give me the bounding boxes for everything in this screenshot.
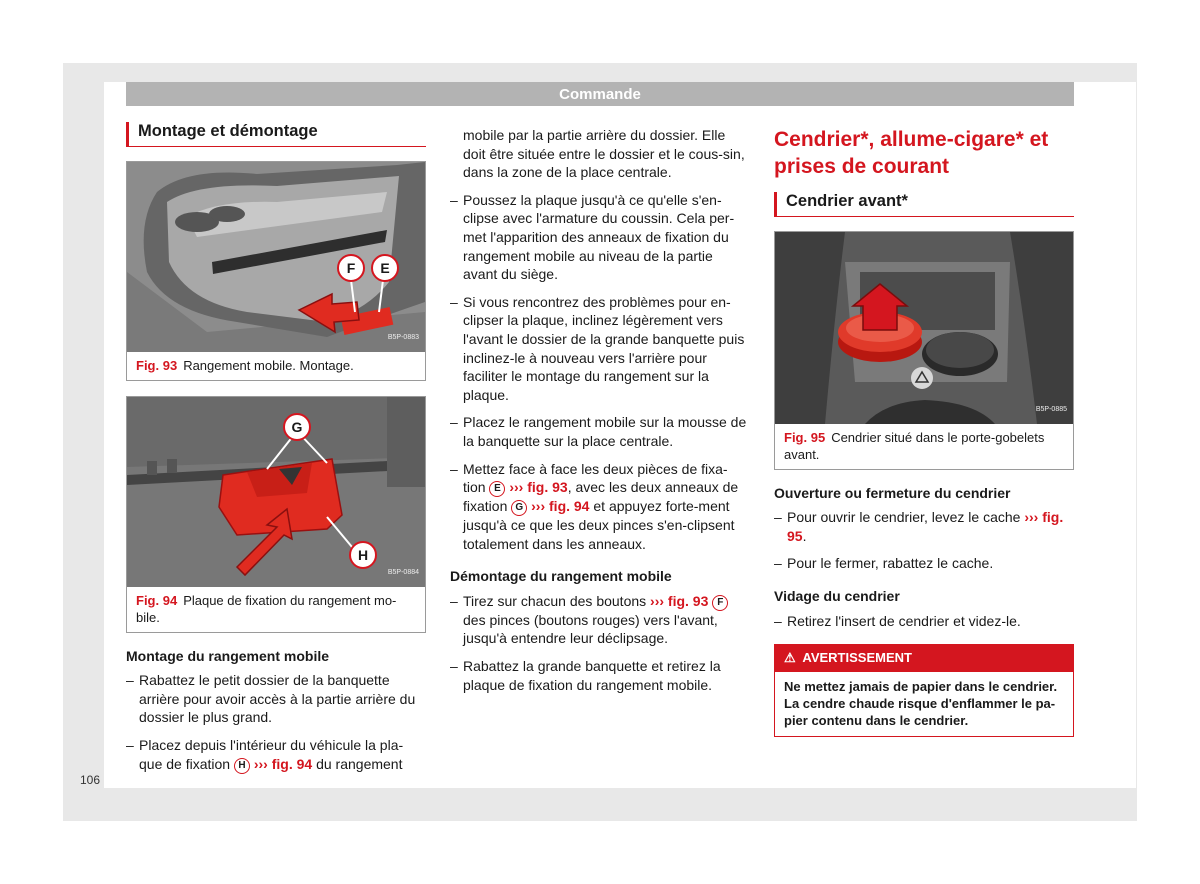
callout-h: H bbox=[357, 546, 369, 563]
subheading: Ouverture ou fermeture du cendrier bbox=[774, 484, 1011, 501]
caption-text: Rangement mobile. Montage. bbox=[183, 357, 354, 373]
section-title: Montage et démontage bbox=[126, 122, 426, 147]
callout-ref-f: F bbox=[712, 595, 728, 611]
warning-box bbox=[774, 644, 1074, 737]
column-2 bbox=[450, 126, 750, 703]
figure-code: B5P-0883 bbox=[387, 334, 419, 341]
figure-label: Fig. 93 bbox=[136, 357, 178, 373]
figure-caption bbox=[127, 352, 425, 380]
callout-f: F bbox=[346, 259, 356, 276]
list-item: – Poussez la plaque jusqu'à ce qu'elle s'en-clipse avec l'armature du coussin. Cela per-met l'apparition des anneaux de fixation du rangement mobile au niveau de la partie avant du siège. bbox=[450, 191, 735, 283]
figure-link[interactable]: ››› fig. 93 bbox=[509, 479, 568, 496]
list-item-continuation: mobile par la partie arrière du dossier. Elle doit être située entre le dossier et le cous-sin, dans la zone de la place centrale. bbox=[463, 127, 745, 181]
list-item: – Retirez l'insert de cendrier et videz-le. bbox=[774, 612, 1021, 629]
callout-ref-h: H bbox=[234, 758, 250, 774]
armrest-storage-illustration bbox=[127, 162, 425, 352]
figure-code: B5P-0884 bbox=[387, 569, 419, 576]
list-item: – Pour ouvrir le cendrier, levez le cache ››› fig. 95. bbox=[774, 509, 1064, 544]
figure-link[interactable]: ››› fig. 94 bbox=[253, 755, 313, 772]
figure-link[interactable]: ››› fig. 94 bbox=[531, 498, 590, 515]
list-item: – Rabattez la grande banquette et retirez la plaque de fixation du rangement mobile. bbox=[450, 658, 721, 693]
column-1 bbox=[126, 122, 426, 783]
figure-label: Fig. 95 bbox=[784, 429, 826, 445]
ashtray-illustration bbox=[775, 232, 1073, 424]
warning-title: AVERTISSEMENT bbox=[802, 650, 912, 666]
figure-95 bbox=[774, 231, 1074, 470]
warning-text: Ne mettez jamais de papier dans le cendrier. La cendre chaude risque d'enflammer le pa-pier contenu dans le cendrier. bbox=[784, 678, 1058, 728]
chapter-header: Commande bbox=[126, 82, 1074, 106]
callout-ref-e: E bbox=[489, 481, 505, 497]
figure-link[interactable]: ››› fig. 93 bbox=[650, 592, 709, 609]
figure-caption bbox=[775, 424, 1073, 469]
callout-e: E bbox=[380, 259, 390, 276]
warning-icon: ⚠ bbox=[784, 650, 796, 666]
figure-94 bbox=[126, 396, 426, 633]
list-item: – Rabattez le petit dossier de la banquette arrière pour avoir accès à la partie arrière du dossier le plus grand. bbox=[126, 672, 416, 726]
caption-text: Cendrier situé dans le porte-gobelets avant. bbox=[784, 429, 1045, 462]
chapter-title: Cendrier*, allume-cigare* et prises de courant bbox=[774, 128, 1049, 178]
figure-link[interactable]: ››› fig. 95 bbox=[787, 509, 1064, 544]
fixation-plate-illustration bbox=[127, 397, 425, 587]
callout-ref-g: G bbox=[511, 500, 527, 516]
warning-header bbox=[775, 645, 1073, 672]
list-item: – Si vous rencontrez des problèmes pour en-clipser la plaque, inclinez légèrement vers l'avant le dossier de la grande banquette puis inclinez-le à nouveau vers l'arrière pour faciliter le montage du rangement sur la plaque. bbox=[450, 293, 745, 403]
figure-caption bbox=[127, 587, 425, 632]
list-item: – Placez le rangement mobile sur la mousse de la banquette sur la place centrale. bbox=[450, 414, 747, 449]
subheading: Vidage du cendrier bbox=[774, 587, 900, 604]
list-item: – Pour le fermer, rabattez le cache. bbox=[774, 555, 994, 572]
list-item: – Mettez face à face les deux pièces de fixa-tion E ››› fig. 93, avec les deux anneaux de fixation G ››› fig. 94 et appuyez forte-ment jusqu'à ce que les deux pinces s'en-clipsent totalement dans les anneaux. bbox=[450, 460, 739, 552]
list-item: – Placez depuis l'intérieur du véhicule la pla-que de fixation H ››› fig. 94 du rangement bbox=[126, 736, 404, 772]
section-title: Cendrier avant* bbox=[774, 192, 1074, 217]
callout-g: G bbox=[291, 418, 303, 435]
subheading: Montage du rangement mobile bbox=[126, 647, 330, 664]
column-3 bbox=[774, 126, 1074, 737]
figure-93 bbox=[126, 161, 426, 381]
list-item: – Tirez sur chacun des boutons ››› fig. 93 F des pinces (boutons rouges) vers l'avant, jusqu'à entendre leur déclipsage. bbox=[450, 592, 750, 648]
page-number: 106 bbox=[80, 773, 101, 787]
figure-label: Fig. 94 bbox=[136, 592, 178, 608]
caption-text: Plaque de fixation du rangement mo-bile. bbox=[136, 592, 397, 625]
subheading: Démontage du rangement mobile bbox=[450, 568, 672, 585]
figure-code: B5P-0885 bbox=[1035, 406, 1067, 413]
